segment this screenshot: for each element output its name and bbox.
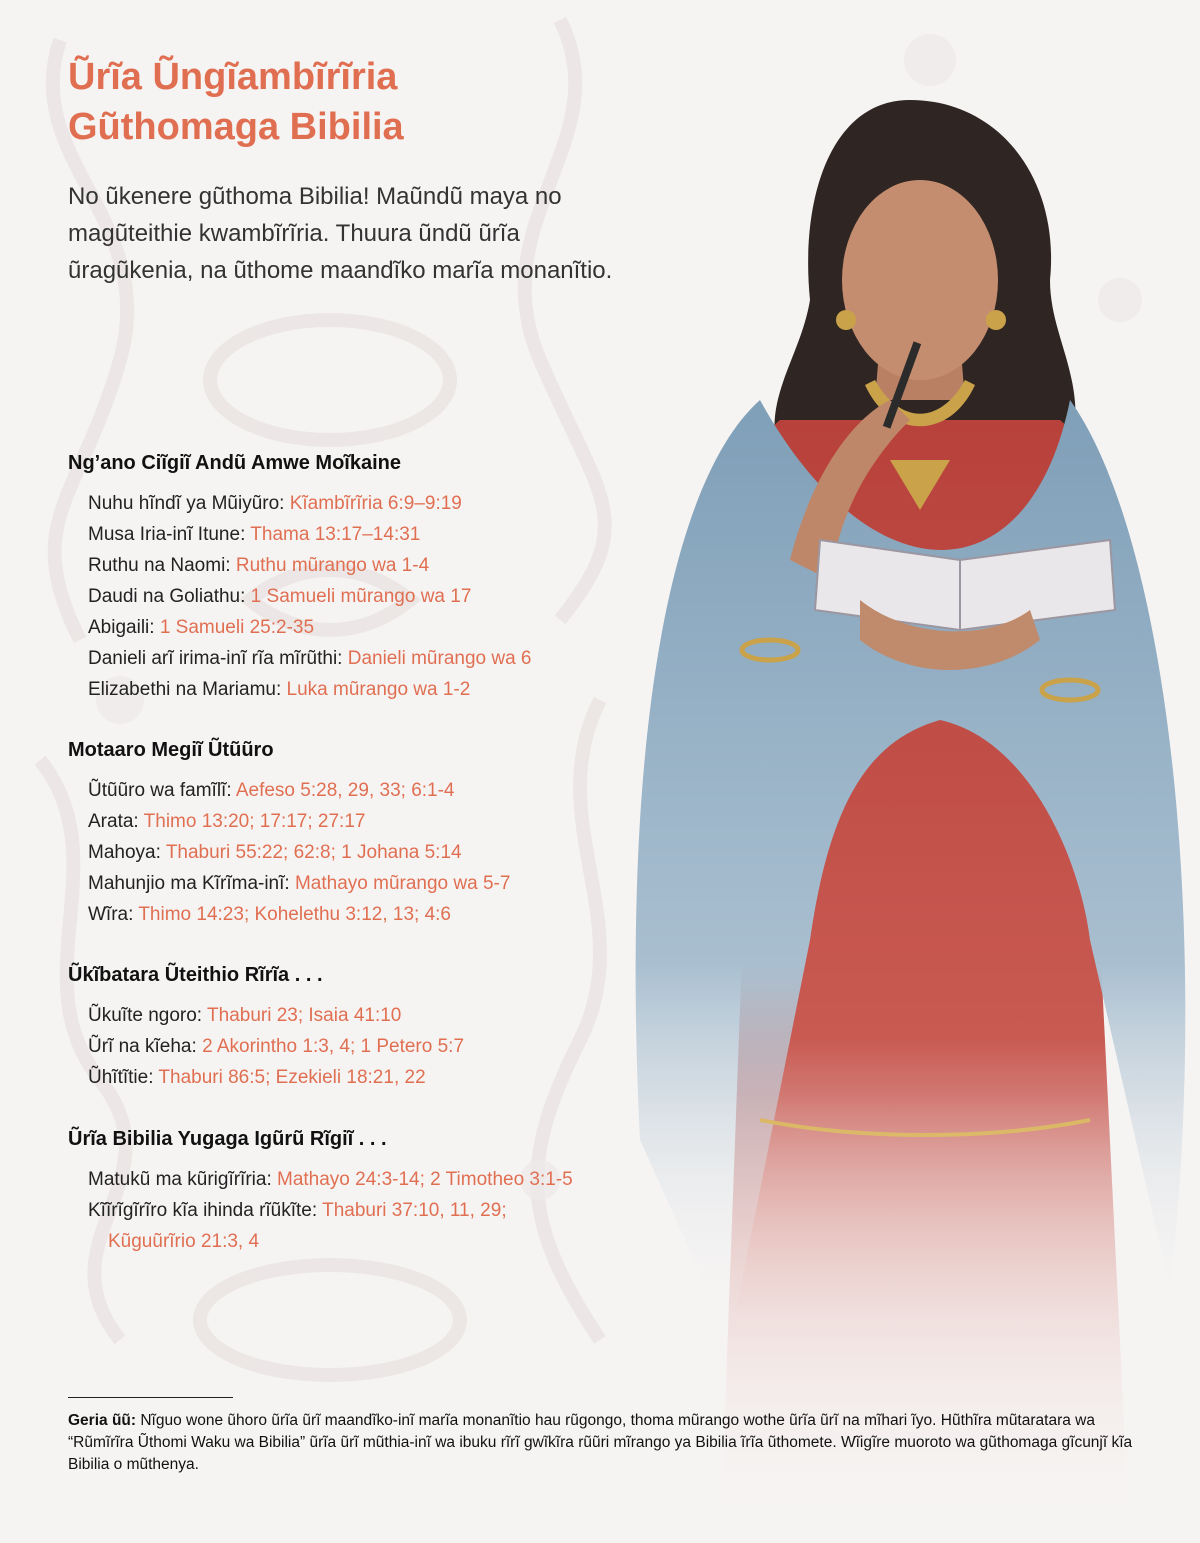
scripture-ref: 1 Samueli mũrango wa 17 bbox=[250, 586, 472, 607]
list-item bbox=[88, 1031, 608, 1062]
footnote bbox=[68, 1410, 1158, 1476]
topic-label: Danieli arĩ irima-inĩ rĩa mĩrũthi: bbox=[88, 648, 348, 669]
section-heading: Ng’ano Ciĩgiĩ Andũ Amwe Moĩkaine bbox=[68, 452, 401, 474]
list-item bbox=[88, 519, 608, 550]
topic-label: Abigaili: bbox=[88, 617, 160, 638]
topic-label: Mahoya: bbox=[88, 842, 166, 863]
footnote-divider bbox=[68, 1397, 233, 1398]
list-item bbox=[88, 488, 608, 519]
list-item bbox=[88, 868, 608, 899]
reading-list bbox=[68, 1000, 608, 1093]
scripture-ref: Thaburi 37:10, 11, 29; Kũguũrĩrio 21:3, 4 bbox=[108, 1200, 507, 1252]
list-item bbox=[88, 775, 608, 806]
scripture-ref: Thaburi 23; Isaia 41:10 bbox=[207, 1005, 402, 1026]
footnote-lead: Geria ũũ: bbox=[68, 1412, 137, 1429]
scripture-ref: Thaburi 55:22; 62:8; 1 Johana 5:14 bbox=[165, 842, 462, 863]
scripture-ref: Thimo 14:23; Kohelethu 3:12, 13; 4:6 bbox=[138, 904, 451, 925]
list-item bbox=[88, 1164, 578, 1195]
scripture-ref: Mathayo mũrango wa 5-7 bbox=[294, 873, 511, 894]
scripture-ref: 2 Akorintho 1:3, 4; 1 Petero 5:7 bbox=[202, 1036, 465, 1057]
list-item bbox=[88, 1000, 608, 1031]
scripture-ref: Mathayo 24:3-14; 2 Timotheo 3:1-5 bbox=[277, 1169, 573, 1190]
topic-label: Daudi na Goliathu: bbox=[88, 586, 251, 607]
reading-list bbox=[68, 775, 608, 930]
topic-label: Ũhĩtĩtie: bbox=[88, 1067, 159, 1088]
list-item bbox=[88, 581, 608, 612]
scripture-ref: Aefeso 5:28, 29, 33; 6:1-4 bbox=[235, 780, 455, 801]
footnote-text: Nĩguo wone ũhoro ũrĩa ũrĩ maandĩko-inĩ marĩa monanĩtio hau rũgongo, thoma mũrango wothe ũrĩa ũrĩ na mĩhari ĩyo. Hũthĩra mũtaratara wa “Rũmĩrĩra Ũthomi Waku wa Bibilia” ũrĩa ũrĩ mũthia-inĩ wa ibuku rĩrĩ gwĩkĩra rũũri mĩrango ya Bibilia ĩrĩa ũthomete. Wĩigĩre muoroto wa gũthomaga gĩcunjĩ kĩa Bibilia o mũthenya. bbox=[68, 1412, 1133, 1473]
list-item bbox=[88, 1195, 578, 1257]
intro-paragraph: No ũkenere gũthoma Bibilia! Maũndũ maya no magũteithie kwambĩrĩria. Thuura ũndũ ũrĩa ũragũkenia, na ũthome maandĩko marĩa monanĩtio. bbox=[68, 183, 613, 284]
section-heading: Ũrĩa Bibilia Yugaga Igũrũ Rĩgiĩ . . . bbox=[68, 1128, 387, 1150]
list-item bbox=[88, 806, 608, 837]
topic-label: Matukũ ma kũrigĩrĩria: bbox=[88, 1169, 277, 1190]
topic-label: Arata: bbox=[88, 811, 144, 832]
topic-label: Ũrĩ na kĩeha: bbox=[88, 1036, 203, 1057]
scripture-ref: Luka mũrango wa 1-2 bbox=[286, 679, 471, 700]
list-item bbox=[88, 837, 608, 868]
scripture-ref: Ruthu mũrango wa 1-4 bbox=[235, 555, 430, 576]
topic-label: Musa Iria-inĩ Itune: bbox=[88, 524, 251, 545]
reading-list bbox=[68, 1164, 608, 1257]
page-title bbox=[68, 52, 588, 152]
topic-label: Ũtũũro wa famĩlĩ: bbox=[88, 780, 236, 801]
woman-reading-bible-illustration bbox=[610, 40, 1200, 1543]
scripture-ref: 1 Samueli 25:2-35 bbox=[159, 617, 315, 638]
section-future bbox=[68, 1126, 608, 1257]
list-item bbox=[88, 643, 608, 674]
page-title-line-1: Ũrĩa Ũngĩambĩrĩria bbox=[68, 56, 398, 98]
list-item bbox=[88, 899, 608, 930]
list-item bbox=[88, 1062, 608, 1093]
section-stories bbox=[68, 450, 608, 705]
topic-label: Nuhu hĩndĩ ya Mũiyũro: bbox=[88, 493, 290, 514]
section-help-when bbox=[68, 962, 608, 1093]
scripture-ref: Thaburi 86:5; Ezekieli 18:21, 22 bbox=[158, 1067, 426, 1088]
topic-label: Ruthu na Naomi: bbox=[88, 555, 236, 576]
topic-label: Ũkuĩte ngoro: bbox=[88, 1005, 208, 1026]
reading-list bbox=[68, 488, 608, 705]
list-item bbox=[88, 674, 608, 705]
list-item bbox=[88, 550, 608, 581]
section-life-advice bbox=[68, 737, 608, 930]
section-heading: Motaaro Megiĩ Ũtũũro bbox=[68, 739, 274, 761]
scripture-ref: Thimo 13:20; 17:17; 27:17 bbox=[143, 811, 366, 832]
scripture-ref: Thama 13:17–14:31 bbox=[250, 524, 421, 545]
list-item bbox=[88, 612, 608, 643]
page-title-line-2: Gũthomaga Bibilia bbox=[68, 106, 404, 148]
topic-label: Wĩra: bbox=[88, 904, 139, 925]
topic-label: Elizabethi na Mariamu: bbox=[88, 679, 287, 700]
topic-label: Mahunjio ma Kĩrĩma-inĩ: bbox=[88, 873, 295, 894]
section-heading: Ũkĩbatara Ũteithio Rĩrĩa . . . bbox=[68, 964, 323, 986]
topic-label: Kĩĩrĩgĩrĩro kĩa ihinda rĩũkĩte: bbox=[88, 1200, 323, 1221]
scripture-ref: Danieli mũrango wa 6 bbox=[347, 648, 532, 669]
scripture-ref: Kĩambĩrĩria 6:9–9:19 bbox=[289, 493, 462, 514]
